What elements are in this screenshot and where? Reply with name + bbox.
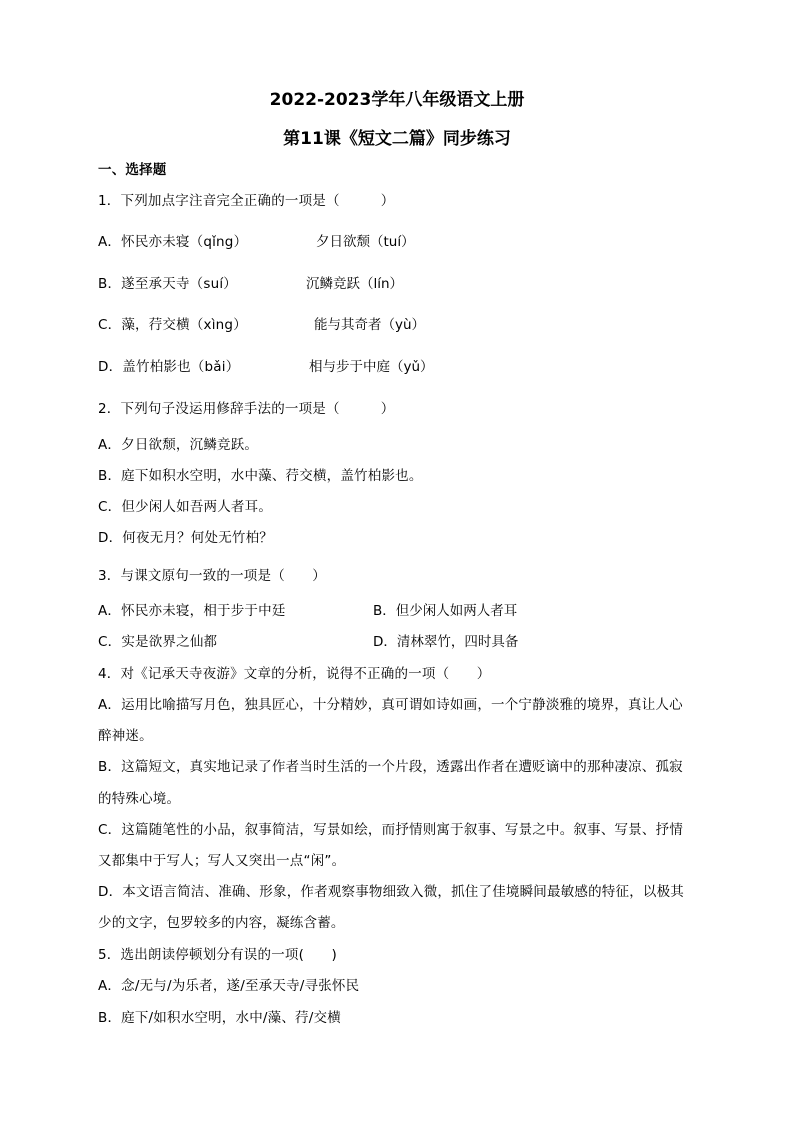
- question-5-stem: 5．选出朗读停顿划分有误的一项( ): [98, 947, 337, 963]
- q4-option-a-line2: 醉神迷。: [98, 728, 153, 744]
- q3-option-d: D．清林翠竹，四时具备: [373, 634, 519, 650]
- q5-option-a: A．念/无与/为乐者，遂/至承天寺/寻张怀民: [98, 978, 360, 994]
- q4-option-d-line1: D．本文语言简洁、准确、形象，作者观察事物细致入微，抓住了佳境瞬间最敏感的特征，以极其: [98, 884, 684, 900]
- q4-option-c-line2: 又都集中于写人；写人又突出一点“闲”。: [98, 853, 346, 869]
- section-heading: 一、选择题: [98, 162, 167, 178]
- q1-option-d-second: 相与步于中庭（yǔ）: [309, 359, 434, 375]
- q4-option-b-line2: 的特殊心境。: [98, 791, 181, 807]
- q2-option-d: D．何夜无月？何处无竹柏？: [98, 530, 273, 546]
- q4-option-b-line1: B．这篇短文，真实地记录了作者当时生活的一个片段，透露出作者在遭贬谪中的那种凄凉、孤寂: [98, 759, 683, 775]
- q2-option-b: B．庭下如积水空明，水中藻、荇交横，盖竹柏影也。: [98, 468, 423, 484]
- q4-option-d-line2: 少的文字，包罗较多的内容，凝练含蓄。: [98, 915, 345, 931]
- q1-option-a: A．怀民亦未寝（qǐng）: [98, 234, 248, 250]
- question-3-stem: 3．与课文原句一致的一项是（ ）: [98, 568, 326, 584]
- q2-option-c: C．但少闲人如吾两人者耳。: [98, 499, 273, 515]
- q1-option-a-second: 夕日欲颓（tuí）: [316, 234, 415, 250]
- q1-option-b-second: 沉鳞竞跃（lín）: [306, 276, 404, 292]
- doc-subtitle: 第11课《短文二篇》同步练习: [283, 129, 511, 149]
- q2-option-a: A．夕日欲颓，沉鳞竞跃。: [98, 437, 259, 453]
- q3-option-a: A．怀民亦未寝，相于步于中廷: [98, 603, 286, 619]
- q1-option-d: D．盖竹柏影也（bǎi）: [98, 359, 240, 375]
- q1-option-c-second: 能与其奇者（yù）: [314, 317, 426, 333]
- q1-option-b: B．遂至承天寺（suí）: [98, 276, 238, 292]
- question-1-stem: 1．下列加点字注音完全正确的一项是（ ）: [98, 193, 395, 209]
- q1-option-c: C．藻，荇交横（xìng）: [98, 317, 247, 333]
- q4-option-c-line1: C．这篇随笔性的小品，叙事简洁，写景如绘，而抒情则寓于叙事、写景之中。叙事、写景、抒情: [98, 822, 684, 838]
- question-4-stem: 4．对《记承天寺夜游》文章的分析，说得不正确的一项（ ）: [98, 666, 491, 682]
- doc-title: 2022-2023学年八年级语文上册: [269, 90, 525, 110]
- q3-option-c: C．实是欲界之仙都: [98, 634, 218, 650]
- q4-option-a-line1: A．运用比喻描写月色，独具匠心，十分精妙，真可谓如诗如画，一个宁静淡雅的境界，真让人心: [98, 697, 683, 713]
- q5-option-b: B．庭下/如积水空明，水中/藻、荇/交横: [98, 1010, 341, 1026]
- q3-option-b: B．但少闲人如两人者耳: [373, 603, 518, 619]
- question-2-stem: 2．下列句子没运用修辞手法的一项是（ ）: [98, 401, 395, 417]
